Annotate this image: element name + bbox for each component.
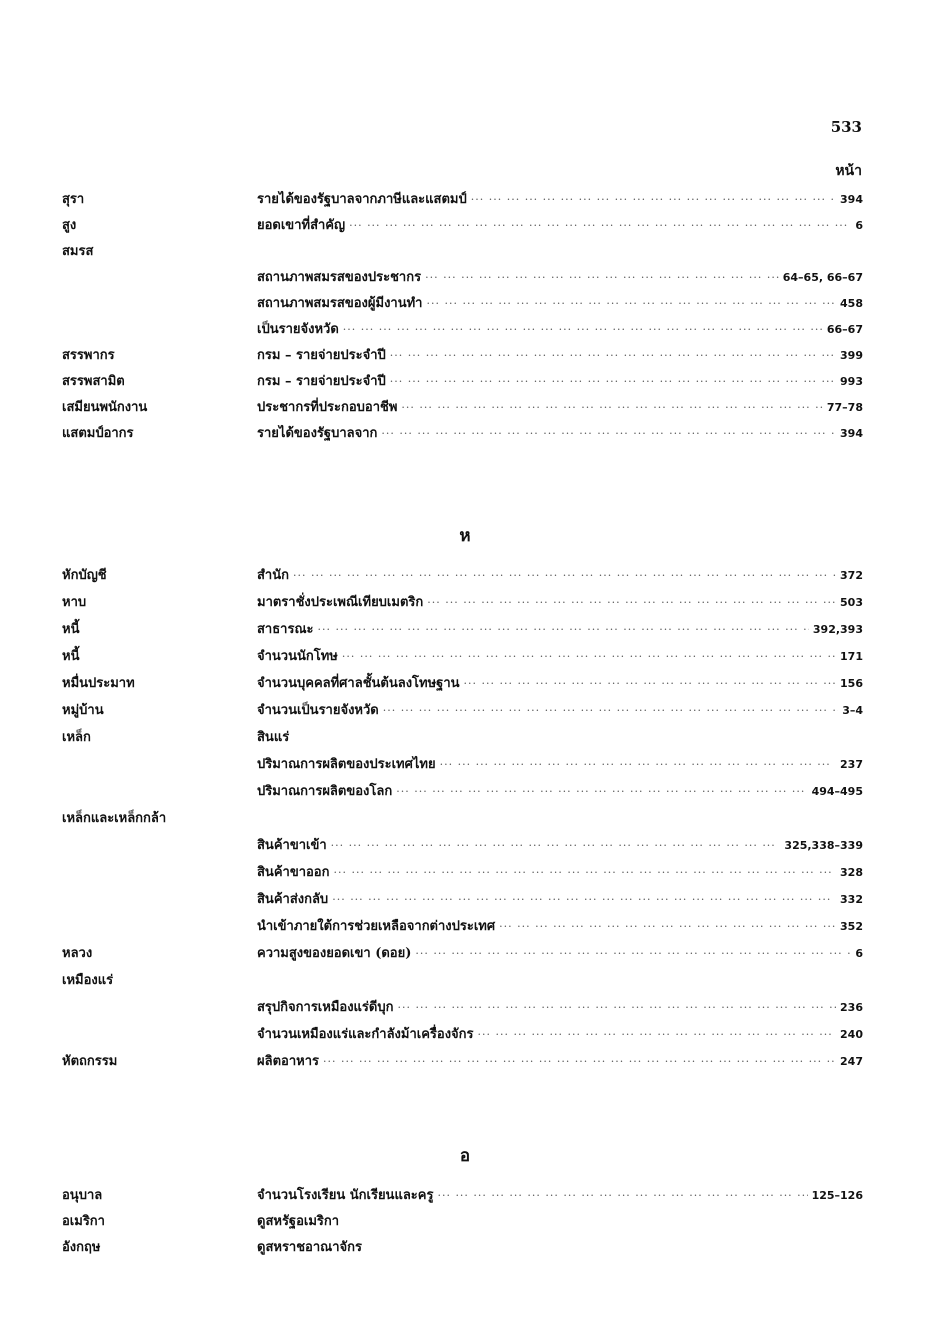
leader-dots	[478, 1025, 837, 1045]
index-subentry	[257, 1025, 863, 1045]
leader-dots	[437, 1186, 807, 1206]
index-subentry	[257, 424, 863, 444]
index-entry	[0, 242, 941, 262]
leader-dots	[323, 1052, 836, 1072]
index-term: อังกฤษ	[62, 1240, 101, 1255]
index-term: เหล็ก	[62, 730, 91, 745]
page-reference: 394	[840, 427, 863, 440]
index-term: เหมืองแร่	[62, 973, 114, 988]
leader-dots	[342, 647, 836, 667]
index-term: สรรพสามิต	[62, 374, 125, 389]
index-subentry	[257, 190, 863, 210]
leader-dots	[318, 620, 809, 640]
leader-dots	[397, 998, 836, 1018]
index-entry	[0, 1025, 941, 1045]
index-entry	[0, 372, 941, 392]
index-term: สรรพากร	[62, 348, 115, 363]
index-description: ประชากรที่ประกอบอาชีพ	[257, 400, 398, 415]
index-description: สินค้าขาออก	[257, 865, 330, 880]
page-reference: 77–78	[826, 401, 863, 414]
page-reference: 328	[840, 866, 863, 879]
index-entry	[0, 216, 941, 236]
index-subentry	[257, 593, 863, 613]
index-term: สมรส	[62, 244, 94, 259]
index-subentry	[257, 1052, 863, 1072]
index-description: ปริมาณการผลิตของโลก	[257, 784, 393, 799]
index-description: รายได้ของรัฐบาลจากภาษีและแสตมป์	[257, 192, 467, 207]
index-description: ดูสหรัฐอเมริกา	[257, 1214, 340, 1229]
index-description: จำนวนนักโทษ	[257, 649, 338, 664]
page-reference: 237	[840, 758, 863, 771]
index-term: หาบ	[62, 595, 87, 610]
page-number: 533	[830, 118, 862, 136]
page-reference: 64–65, 66–67	[782, 271, 863, 284]
index-term: สุรา	[62, 192, 85, 207]
index-entry	[0, 728, 941, 748]
index-subentry	[257, 320, 863, 340]
leader-dots	[396, 782, 807, 802]
page-reference: 3–4	[842, 704, 863, 717]
index-subentry	[257, 890, 863, 910]
index-description: เป็นรายจังหวัด	[257, 322, 339, 337]
index-term: เหล็กและเหล็กกล้า	[62, 811, 167, 826]
leader-dots	[390, 346, 836, 366]
leader-dots	[331, 836, 781, 856]
page-reference: 240	[840, 1028, 863, 1041]
leader-dots	[390, 372, 836, 392]
page-reference: 236	[840, 1001, 863, 1014]
index-subentry	[257, 647, 863, 667]
index-entry	[0, 917, 941, 937]
index-description: ดูสหราชอาณาจักร	[257, 1240, 362, 1255]
index-description: ความสูงของยอดเขา (ดอย)	[257, 946, 412, 961]
leader-dots	[401, 398, 822, 418]
index-entry	[0, 1186, 941, 1206]
index-entry	[0, 701, 941, 721]
index-entry	[0, 1052, 941, 1072]
index-subentry	[257, 863, 863, 883]
index-term: อนุบาล	[62, 1188, 103, 1203]
index-description: สินค้าส่งกลับ	[257, 892, 329, 907]
leader-dots	[464, 674, 837, 694]
index-subentry	[257, 944, 863, 964]
index-entry	[0, 268, 941, 288]
page-reference: 156	[840, 677, 863, 690]
leader-dots	[332, 890, 836, 910]
leader-dots	[343, 320, 823, 340]
page-reference: 503	[840, 596, 863, 609]
index-description: จำนวนบุคคลที่ศาลชั้นต้นลงโทษฐาน	[257, 676, 460, 691]
index-term: เสมียนพนักงาน	[62, 400, 148, 415]
index-description: จำนวนเหมืองแร่และกำลังม้าเครื่องจักร	[257, 1027, 474, 1042]
leader-dots	[293, 566, 836, 586]
index-description: สถานภาพสมรสของประชากร	[257, 270, 422, 285]
index-entry	[0, 944, 941, 964]
index-term: หักบัญชี	[62, 568, 107, 583]
index-description: ยอดเขาที่สำคัญ	[257, 218, 346, 233]
index-description: สินแร่	[257, 730, 290, 745]
index-entry	[0, 566, 941, 586]
index-entry	[0, 836, 941, 856]
index-term: สูง	[62, 218, 77, 233]
index-entry	[0, 971, 941, 991]
index-entry	[0, 593, 941, 613]
index-term: หัตถกรรม	[62, 1054, 118, 1069]
index-entry	[0, 398, 941, 418]
index-term: หมู่บ้าน	[62, 703, 104, 718]
leader-dots	[427, 593, 836, 613]
index-subentry	[257, 268, 863, 288]
index-entry	[0, 320, 941, 340]
index-description: สาธารณะ	[257, 622, 314, 637]
page-reference: 372	[840, 569, 863, 582]
index-description: สรุปกิจการเหมืองแร่ดีบุก	[257, 1000, 394, 1015]
page-column-header: หน้า	[835, 163, 862, 179]
index-description: มาตราชั่งประเพณีเทียบเมตริก	[257, 595, 424, 610]
index-subentry	[257, 755, 863, 775]
leader-dots	[440, 755, 836, 775]
index-entry	[0, 863, 941, 883]
leader-dots	[334, 863, 837, 883]
index-entry	[0, 755, 941, 775]
index-entry	[0, 346, 941, 366]
page-reference: 171	[840, 650, 863, 663]
index-term: หลวง	[62, 946, 93, 961]
index-subentry	[257, 372, 863, 392]
page-reference: 325,338–339	[784, 839, 863, 852]
index-entry	[0, 190, 941, 210]
index-description: สำนัก	[257, 568, 289, 583]
index-term: หนี้	[62, 649, 80, 664]
leader-dots	[349, 216, 851, 236]
index-subentry	[257, 917, 863, 937]
index-entry	[0, 424, 941, 444]
leader-dots	[426, 294, 836, 314]
index-subentry	[257, 701, 863, 721]
page-reference: 125–126	[811, 1189, 863, 1202]
index-subentry	[257, 398, 863, 418]
index-subentry	[257, 782, 863, 802]
index-subentry	[257, 216, 863, 236]
index-description: กรม – รายจ่ายประจำปี	[257, 374, 386, 389]
index-subentry	[257, 998, 863, 1018]
index-entry	[0, 294, 941, 314]
leader-dots	[415, 944, 851, 964]
index-subentry	[257, 566, 863, 586]
index-entry	[0, 647, 941, 667]
index-term: อเมริกา	[62, 1214, 105, 1229]
index-subentry	[257, 1238, 863, 1258]
leader-dots	[383, 701, 838, 721]
index-subentry	[257, 1212, 863, 1232]
leader-dots	[381, 424, 836, 444]
index-subentry	[257, 836, 863, 856]
index-description: สถานภาพสมรสของผู้มีงานทำ	[257, 296, 423, 311]
page-reference: 66–67	[826, 323, 863, 336]
index-subentry	[257, 346, 863, 366]
page-reference: 394	[840, 193, 863, 206]
page-reference: 392,393	[812, 623, 863, 636]
index-subentry	[257, 674, 863, 694]
index-description: กรม – รายจ่ายประจำปี	[257, 348, 386, 363]
page-reference: 332	[840, 893, 863, 906]
index-subentry	[257, 1186, 863, 1206]
index-entry	[0, 620, 941, 640]
index-description: ผลิตอาหาร	[257, 1054, 319, 1069]
page-reference: 494–495	[811, 785, 863, 798]
index-entry	[0, 674, 941, 694]
leader-dots	[425, 268, 779, 288]
index-term: หนี้	[62, 622, 80, 637]
section-letter: ห	[459, 526, 471, 546]
index-entry	[0, 998, 941, 1018]
index-entry	[0, 782, 941, 802]
index-entry	[0, 1212, 941, 1232]
leader-dots	[499, 917, 836, 937]
index-term: หมื่นประมาท	[62, 676, 135, 691]
index-description: นำเข้าภายใต้การช่วยเหลือจากต่างประเทศ	[257, 919, 496, 934]
index-subentry	[257, 728, 863, 748]
index-term: แสตมป์อากร	[62, 426, 134, 441]
index-description: จำนวนเป็นรายจังหวัด	[257, 703, 379, 718]
page-reference: 247	[840, 1055, 863, 1068]
leader-dots	[471, 190, 836, 210]
page-reference: 399	[840, 349, 863, 362]
section-letter: อ	[459, 1146, 471, 1166]
page-reference: 352	[840, 920, 863, 933]
page-reference: 6	[855, 947, 863, 960]
index-description: จำนวนโรงเรียน นักเรียนและครู	[257, 1188, 434, 1203]
index-description: ปริมาณการผลิตของประเทศไทย	[257, 757, 436, 772]
index-description: รายได้ของรัฐบาลจาก	[257, 426, 378, 441]
page-reference: 993	[840, 375, 863, 388]
index-subentry	[257, 294, 863, 314]
index-entry	[0, 809, 941, 829]
index-entry	[0, 890, 941, 910]
page-reference: 458	[840, 297, 863, 310]
page-reference: 6	[855, 219, 863, 232]
index-entry	[0, 1238, 941, 1258]
index-subentry	[257, 620, 863, 640]
index-description: สินค้าขาเข้า	[257, 838, 327, 853]
